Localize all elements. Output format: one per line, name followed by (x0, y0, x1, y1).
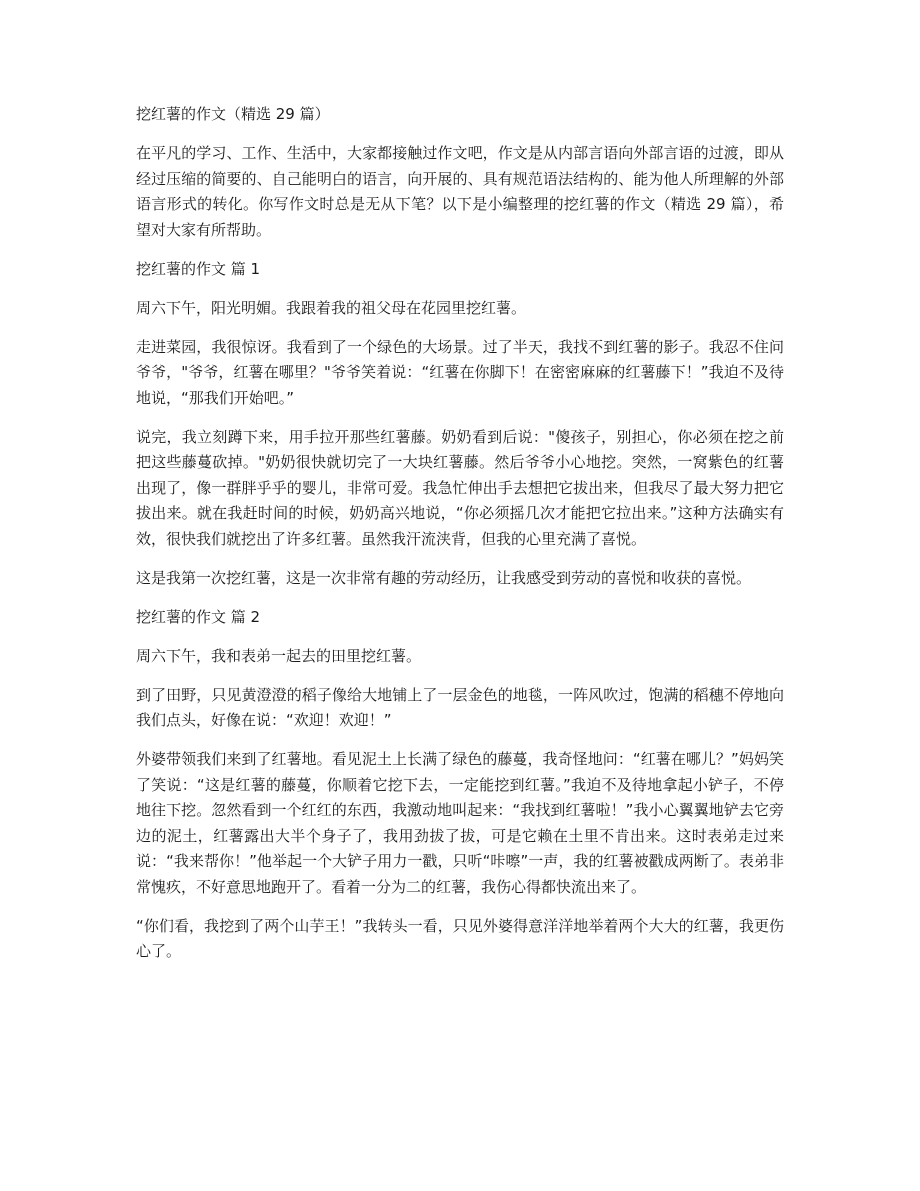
section-2-paragraph-3: 外婆带领我们来到了红薯地。看见泥土上长满了绿色的藤蔓，我奇怪地问：“红薯在哪儿？”妈妈笑了笑说：“这是红薯的藤蔓，你顺着它挖下去，一定能挖到红薯。”我迫不及待地拿起小铲子，不停地往下挖。忽然看到一个红红的东西，我激动地叫起来：“我找到红薯啦！”我小心翼翼地铲去它旁边的泥土，红薯露出大半个身子了，我用劲拔了拔，可是它赖在土里不肯出来。这时表弟走过来说：“我来帮你！”他举起一个大铲子用力一戳，只听“咔嚓”一声，我的红薯被戳成两断了。表弟非常愧疚，不好意思地跑开了。看着一分为二的红薯，我伤心得都快流出来了。 (136, 750, 784, 896)
section-2-paragraph-2: 到了田野，只见黄澄澄的稻子像给大地铺上了一层金色的地毯，一阵风吹过，饱满的稻穗不停地向我们点头，好像在说：“欢迎！欢迎！” (136, 685, 784, 729)
section-1-heading: 挖红薯的作文 篇 1 (136, 259, 261, 278)
document-page (136, 102, 784, 978)
section-2-paragraph-4: “你们看，我挖到了两个山芋王！”我转头一看，只见外婆得意洋洋地举着两个大大的红薯，我更伤心了。 (136, 916, 784, 960)
section-1-paragraph-4: 这是我第一次挖红薯，这是一次非常有趣的劳动经历，让我感受到劳动的喜悦和收获的喜悦。 (136, 568, 752, 587)
section-1-paragraph-3: 说完，我立刻蹲下来，用手拉开那些红薯藤。奶奶看到后说："傻孩子，别担心，你必须在挖之前把这些藤蔓砍掉。"奶奶很快就切完了一大块红薯藤。然后爷爷小心地挖。突然，一窝紫色的红薯出现了，像一群胖乎乎的婴儿，非常可爱。我急忙伸出手去想把它拔出来，但我尽了最大努力把它拔出来。就在我赶时间的时候，奶奶高兴地说，“你必须摇几次才能把它拉出来。”这种方法确实有效，很快我们就挖出了许多红薯。虽然我汗流浃背，但我的心里充满了喜悦。 (136, 427, 784, 548)
intro-paragraph: 在平凡的学习、工作、生活中，大家都接触过作文吧，作文是从内部言语向外部言语的过渡，即从经过压缩的简要的、自己能明白的语言，向开展的、具有规范语法结构的、能为他人所理解的外部语言形式的转化。你写作文时总是无从下笔？以下是小编整理的挖红薯的作文（精选 29 篇），希望对大家有所帮助。 (136, 144, 784, 239)
section-2-heading: 挖红薯的作文 篇 2 (136, 607, 261, 626)
section-2-paragraph-1: 周六下午，我和表弟一起去的田里挖红薯。 (136, 646, 422, 665)
section-1-paragraph-2: 走进菜园，我很惊讶。我看到了一个绿色的大场景。过了半天，我找不到红薯的影子。我忍不住问爷爷，"爷爷，红薯在哪里？"爷爷笑着说：“红薯在你脚下！在密密麻麻的红薯藤下！”我迫不及待地说，“那我们开始吧。” (136, 337, 784, 407)
section-1-paragraph-1: 周六下午，阳光明媚。我跟着我的祖父母在花园里挖红薯。 (136, 298, 527, 317)
document-title: 挖红薯的作文（精选 29 篇） (136, 105, 330, 123)
